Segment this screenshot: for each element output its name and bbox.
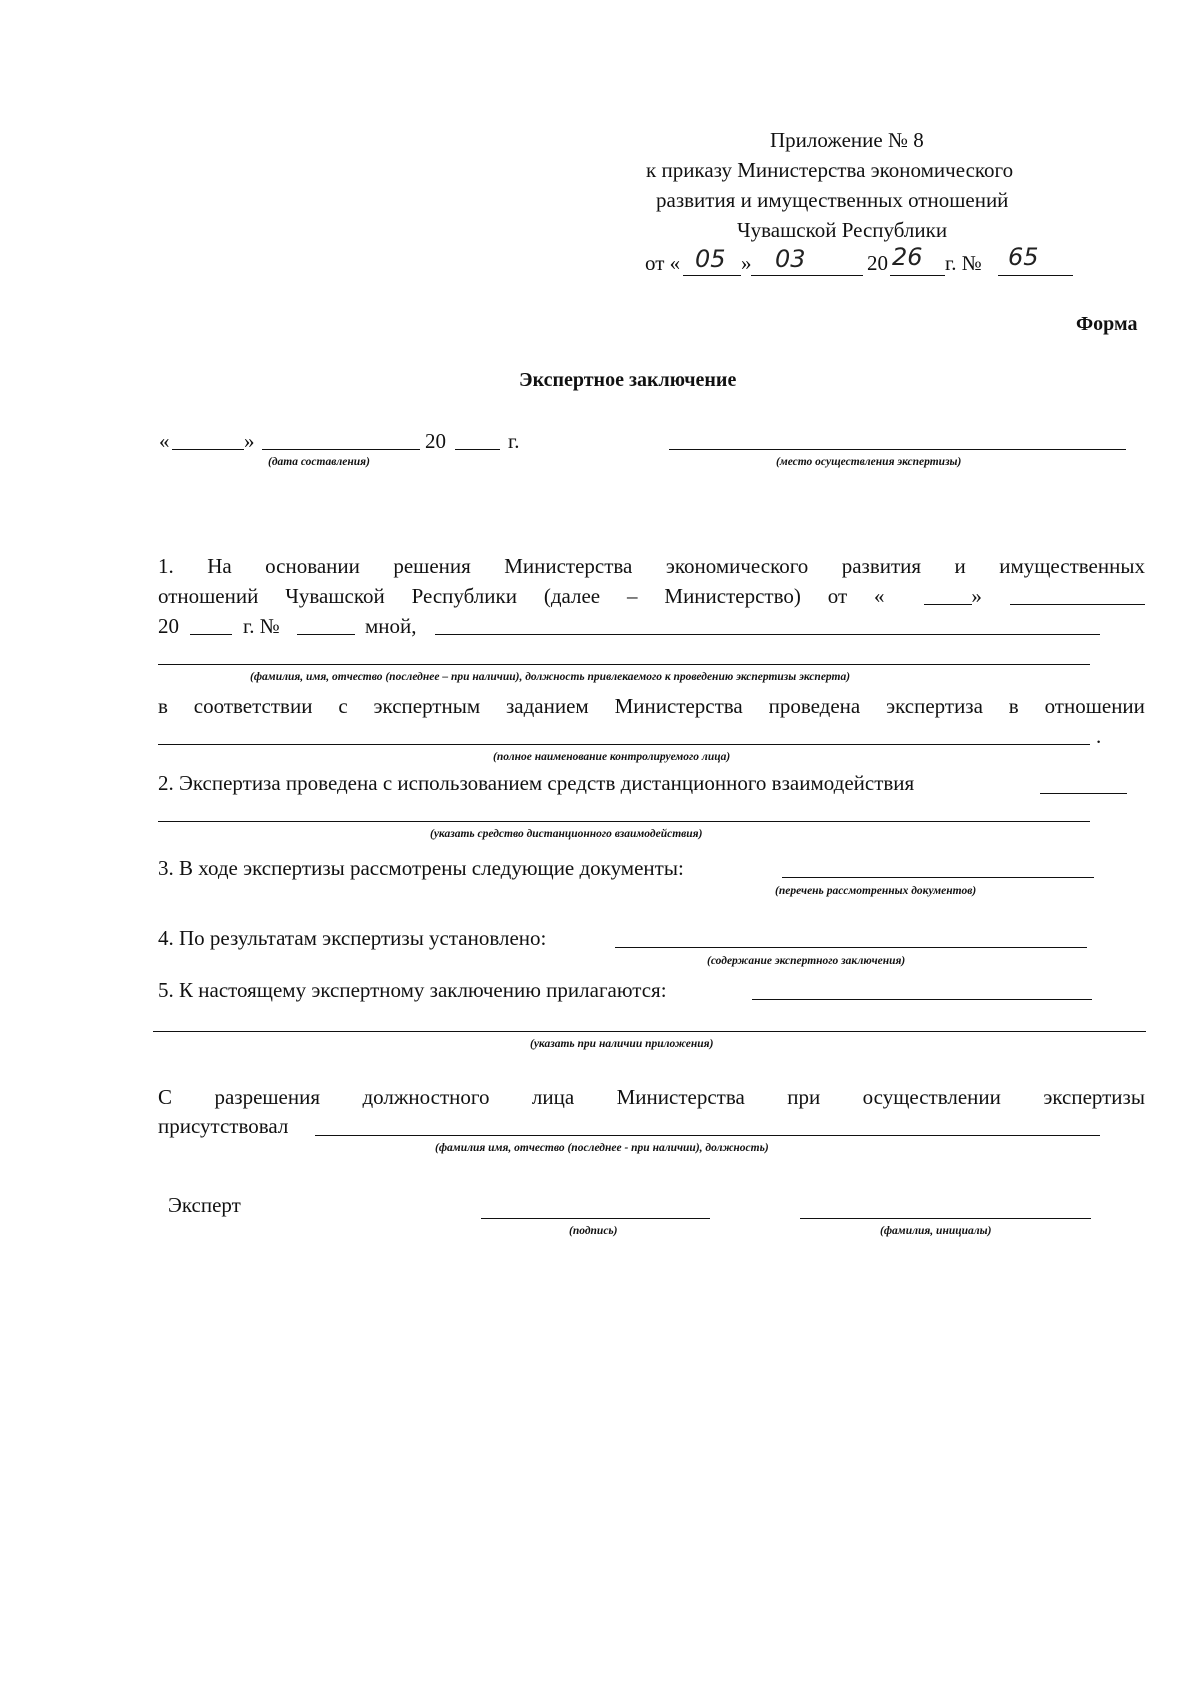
order-number-label: г. № [945,251,982,275]
signature-line [481,1218,710,1219]
order-day-handwritten: 05 [695,245,726,273]
order-date-quote: » [741,251,752,275]
decision-month-line [1010,604,1145,605]
section-1-line-1 [158,553,1145,579]
word: Чувашской [285,584,385,608]
order-year-prefix: 20 [867,251,888,275]
word: в [158,694,168,718]
word: – [627,584,638,608]
expert-name-line-1 [435,634,1100,635]
word: 1. [158,554,174,578]
decision-day-line [924,604,972,605]
section-2-caption: (указать средство дистанционного взаимодействия) [430,828,703,840]
order-number-handwritten: 65 [1008,243,1039,271]
word: проведена [768,694,861,718]
word: соответствии [193,694,313,718]
date-month-line [262,449,420,450]
appendix-number: Приложение № 8 [770,128,924,152]
word: с [338,694,348,718]
section-3-caption: (перечень рассмотренных документов) [775,885,977,897]
place-caption: (место осуществления экспертизы) [776,456,962,468]
word: должностного [362,1085,490,1109]
place-line [669,449,1126,450]
word: Министерства [616,1085,745,1109]
date-year-prefix: 20 [425,429,446,453]
word: осуществлении [862,1085,1001,1109]
documents-line [782,877,1094,878]
word: отношении [1044,694,1145,718]
remote-means-line-1 [1040,793,1127,794]
word: имущественных [999,554,1145,578]
word: Министерства [614,694,743,718]
present-person-line [315,1135,1100,1136]
name-initials-caption: (фамилия, инициалы) [880,1225,992,1237]
word: Республики [411,584,517,608]
word: решения [393,554,471,578]
ministry-line: развития и имущественных отношений [656,188,1009,212]
word: экономического [665,554,809,578]
word: Министерства [504,554,633,578]
word: (далее [543,584,601,608]
attachments-line-2 [153,1031,1146,1032]
word: развития [841,554,922,578]
section-4-caption: (содержание экспертного заключения) [707,955,906,967]
word: и [954,554,966,578]
entity-name-line [158,744,1090,745]
date-caption: (дата составления) [268,456,370,468]
word: экспертизы [1043,1085,1145,1109]
order-date-prefix: от « [645,251,681,275]
word: « [874,584,885,608]
expert-caption: (фамилия, имя, отчество (последнее – при наличии), должность привлекаемого к проведению экспертизы эксперта) [250,671,851,683]
section-1-line-2 [158,583,982,609]
word: от [827,584,848,608]
expert-name-line-2 [158,664,1090,665]
order-day-line [683,275,741,276]
word: экспертиза [886,694,983,718]
by-me-label: мной, [365,614,417,638]
section-2-text: 2. Экспертиза проведена с использованием средств дистанционного взаимодействия [158,771,915,795]
order-month-handwritten: 03 [775,245,806,273]
word: лица [531,1085,575,1109]
date-close-quote: » [244,429,255,453]
date-day-line [172,449,244,450]
order-year-handwritten: 26 [892,243,923,271]
order-year-line [890,275,945,276]
word: » [971,584,982,608]
word: основании [265,554,360,578]
word: С [158,1085,173,1109]
date-open-quote: « [159,429,170,453]
section-1-line-4 [158,693,1145,719]
word: при [787,1085,821,1109]
name-initials-line [800,1218,1091,1219]
entity-line-period: . [1096,724,1102,748]
order-line: к приказу Министерства экономического [646,158,1014,182]
form-label: Форма [1076,313,1138,335]
section-5-caption: (указать при наличии приложения) [530,1038,714,1050]
document-title: Экспертное заключение [519,369,737,391]
presence-line-1 [158,1084,1145,1110]
findings-line [615,947,1087,948]
section-4-text: 4. По результатам экспертизы установлено: [158,926,547,950]
date-year-line [455,449,500,450]
presence-line-2-prefix: присутствовал [158,1114,289,1138]
decision-year-line [190,634,232,635]
word: экспертным [373,694,481,718]
word: Министерство) [664,584,801,608]
word: На [207,554,232,578]
expert-label: Эксперт [168,1193,241,1217]
decision-number-label: г. № [243,614,280,638]
word: в [1008,694,1019,718]
decision-year-prefix: 20 [158,614,179,638]
section-3-text: 3. В ходе экспертизы рассмотрены следующие документы: [158,856,684,880]
order-month-line [751,275,863,276]
order-number-line [998,275,1073,276]
word: разрешения [214,1085,321,1109]
word: заданием [505,694,589,718]
section-5-text: 5. К настоящему экспертному заключению прилагаются: [158,978,667,1002]
date-year-suffix: г. [508,429,520,453]
word: отношений [158,584,259,608]
signature-caption: (подпись) [569,1225,618,1237]
presence-caption: (фамилия имя, отчество (последнее - при наличии), должность) [435,1142,769,1154]
republic-line: Чувашской Республики [737,218,948,242]
attachments-line-1 [752,999,1092,1000]
decision-number-line [297,634,355,635]
entity-caption: (полное наименование контролируемого лица) [493,751,731,763]
remote-means-line-2 [158,821,1090,822]
